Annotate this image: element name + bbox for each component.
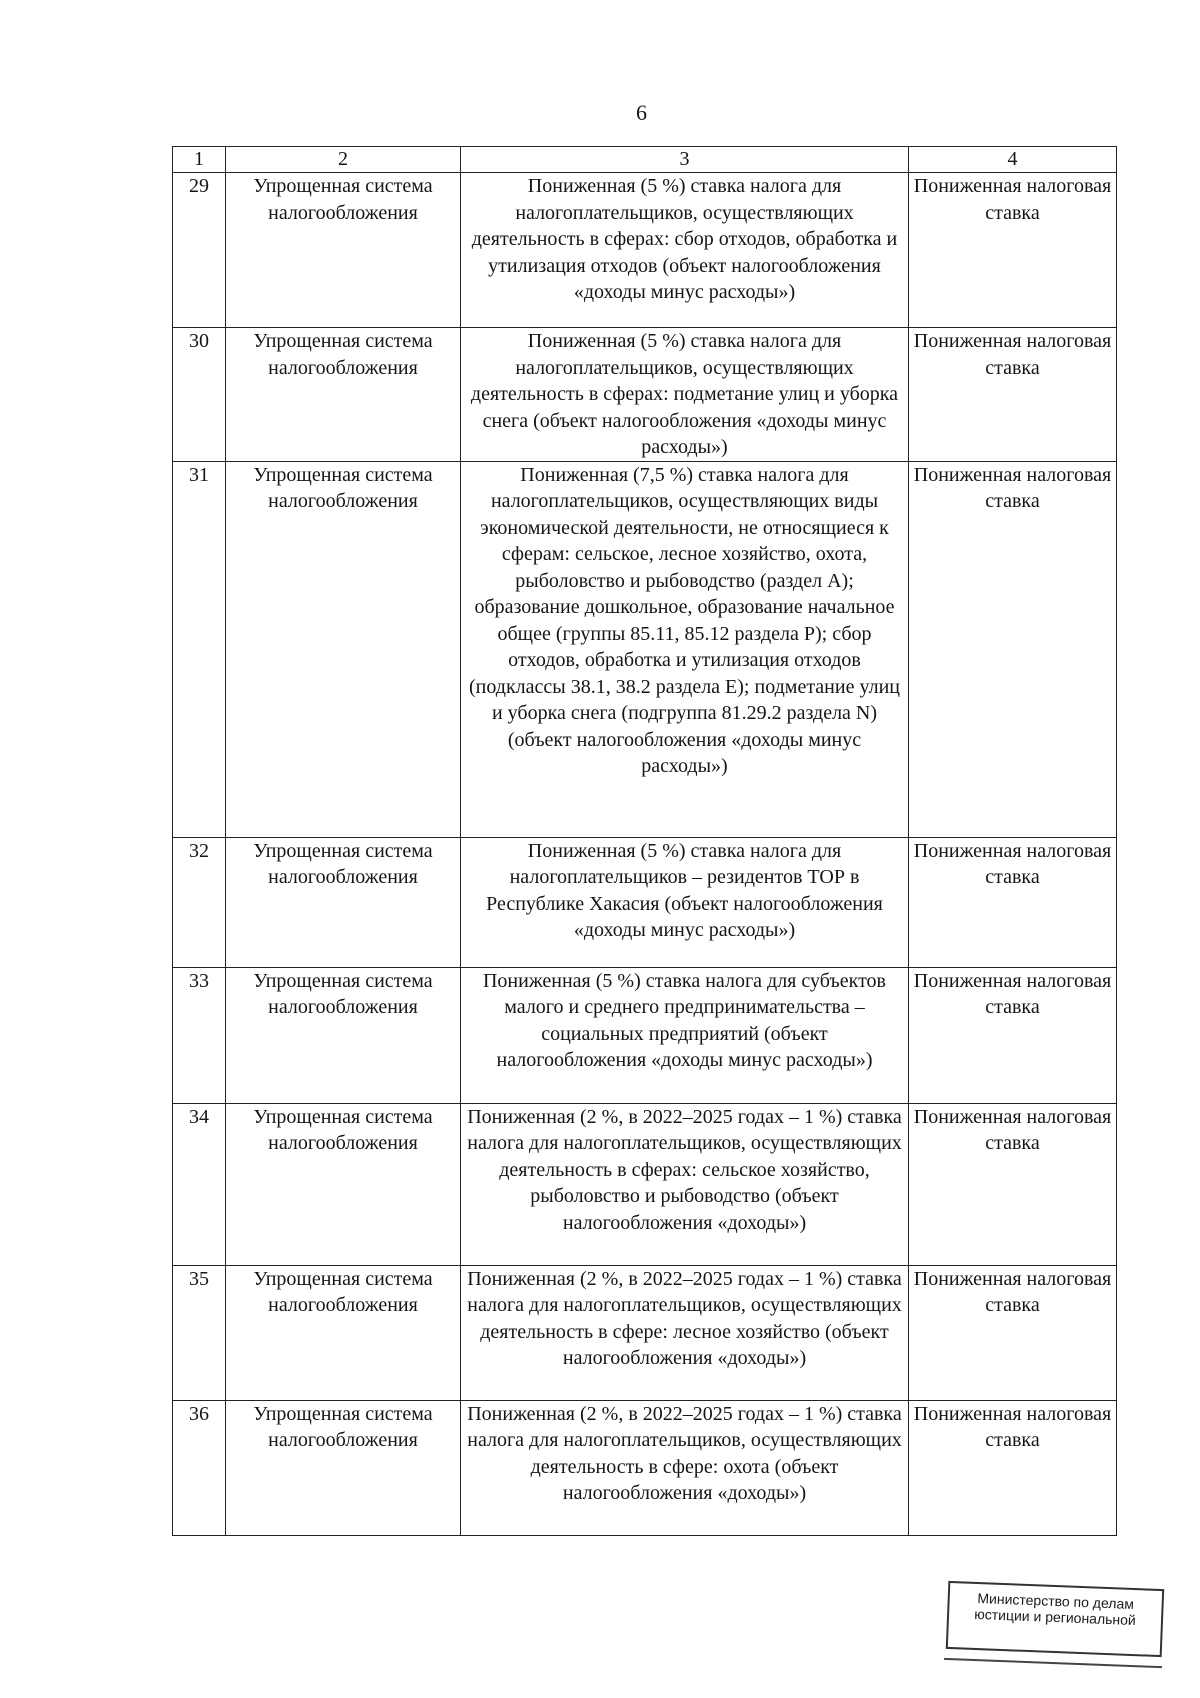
table-header-row [173,147,1117,173]
benefit-type-cell: Пониженная налоговая ставка [909,837,1117,967]
row-number: 34 [173,1103,226,1265]
description-cell: Пониженная (2 %, в 2022–2025 годах – 1 %) ставка налога для налогоплательщиков, осуществляющих деятельность в сфере: лесное хозяйство (объект налогообложения «доходы») [461,1265,909,1400]
description-cell: Пониженная (2 %, в 2022–2025 годах – 1 %) ставка налога для налогоплательщиков, осуществляющих деятельность в сферах: сельское хозяйство, рыболовство и рыбоводство (объект налогообложения «доходы») [461,1103,909,1265]
row-number: 30 [173,328,226,462]
benefit-type-cell: Пониженная налоговая ставка [909,328,1117,462]
tax-regime-cell: Упрощенная система налогообложения [226,173,461,328]
table-row [173,837,1117,967]
table-row [173,328,1117,462]
table-row [173,967,1117,1103]
benefit-type-cell: Пониженная налоговая ставка [909,173,1117,328]
tax-regime-cell: Упрощенная система налогообложения [226,328,461,462]
tax-regime-cell: Упрощенная система налогообложения [226,1400,461,1535]
table-row [173,1400,1117,1535]
description-cell: Пониженная (5 %) ставка налога для налогоплательщиков, осуществляющих деятельность в сферах: сбор отходов, обработка и утилизация отходов (объект налогообложения «доходы минус расходы») [461,173,909,328]
header-col-3: 3 [461,147,909,173]
tax-benefits-table [172,146,1117,1536]
table-row [173,173,1117,328]
description-cell: Пониженная (5 %) ставка налога для субъектов малого и среднего предпринимательства – социальных предприятий (объект налогообложения «доходы минус расходы») [461,967,909,1103]
stamp-underline [944,1658,1162,1668]
header-col-4: 4 [909,147,1117,173]
stamp-line-2: юстиции и региональной [974,1605,1137,1629]
tax-regime-cell: Упрощенная система налогообложения [226,1103,461,1265]
tax-regime-cell: Упрощенная система налогообложения [226,1265,461,1400]
description-cell: Пониженная (2 %, в 2022–2025 годах – 1 %) ставка налога для налогоплательщиков, осуществляющих деятельность в сфере: охота (объект налогообложения «доходы») [461,1400,909,1535]
page-number: 6 [636,100,647,125]
table-row [173,461,1117,837]
benefit-type-cell: Пониженная налоговая ставка [909,967,1117,1103]
ministry-stamp [946,1581,1164,1657]
row-number: 29 [173,173,226,328]
benefit-type-cell: Пониженная налоговая ставка [909,1400,1117,1535]
row-number: 32 [173,837,226,967]
description-cell: Пониженная (5 %) ставка налога для налогоплательщиков, осуществляющих деятельность в сферах: подметание улиц и уборка снега (объект налогообложения «доходы минус расходы») [461,328,909,462]
row-number: 36 [173,1400,226,1535]
stamp-line-1: Министерство по делам [977,1590,1135,1613]
tax-regime-cell: Упрощенная система налогообложения [226,967,461,1103]
benefit-type-cell: Пониженная налоговая ставка [909,1265,1117,1400]
row-number: 35 [173,1265,226,1400]
benefit-type-cell: Пониженная налоговая ставка [909,461,1117,837]
table-row [173,1103,1117,1265]
table-row [173,1265,1117,1400]
description-cell: Пониженная (7,5 %) ставка налога для налогоплательщиков, осуществляющих виды экономической деятельности, не относящиеся к сферам: сельское, лесное хозяйство, охота, рыболовство и рыбоводство (раздел А); образование дошкольное, образование начальное общее (группы 85.11, 85.12 раздела Р); сбор отходов, обработка и утилизация отходов (подклассы 38.1, 38.2 раздела Е); подметание улиц и уборка снега (подгруппа 81.29.2 раздела N) (объект налогообложения «доходы минус расходы») [461,461,909,837]
header-col-2: 2 [226,147,461,173]
header-col-1: 1 [173,147,226,173]
row-number: 31 [173,461,226,837]
description-cell: Пониженная (5 %) ставка налога для налогоплательщиков – резидентов ТОР в Республике Хакасия (объект налогообложения «доходы минус расходы») [461,837,909,967]
tax-regime-cell: Упрощенная система налогообложения [226,461,461,837]
tax-regime-cell: Упрощенная система налогообложения [226,837,461,967]
row-number: 33 [173,967,226,1103]
benefit-type-cell: Пониженная налоговая ставка [909,1103,1117,1265]
